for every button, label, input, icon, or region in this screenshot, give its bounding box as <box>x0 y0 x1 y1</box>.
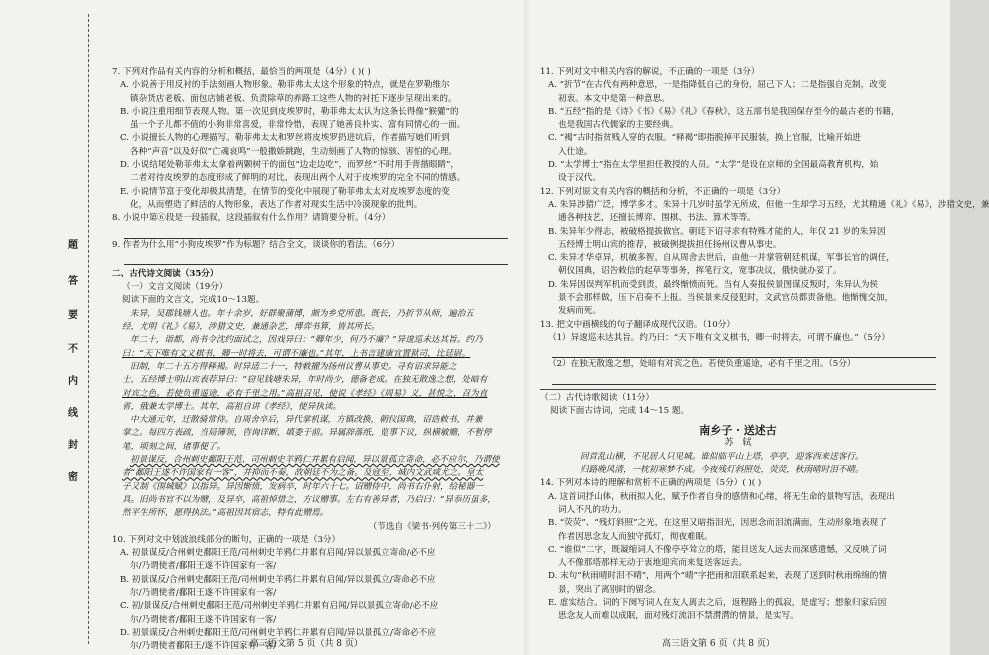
q12-option-line: 通各种技艺，还擅长博弈、围棋、书法、算术等等。 <box>558 213 756 224</box>
q10-option-d-cont: 尔/乃谓使者鄱阳王/遂不许国家有一客/ <box>130 641 277 652</box>
q14-option-line: C. “谁似”二字，既凝缩词人不像亭亭耸立的塔，能目送友人远去而深感遗憾，又反映了词 <box>548 544 887 555</box>
q12-option-line: C. 朱异才华卓异，机敏多智。自从周舍去世后，由他一并掌管朝廷机谋，军事长官的调任， <box>548 253 895 264</box>
margin-char: 不 <box>68 344 78 355</box>
passage-line: 笔，顷刻之间，诸事便了。 <box>122 441 226 452</box>
answer-line[interactable] <box>552 372 936 385</box>
question-9: 9. 作者为什么用“小狗皮埃罗”作为标题？结合全文，谈谈你的看法。（6分） <box>112 239 400 250</box>
margin-char: 封 <box>68 440 78 451</box>
q7-option-line: E. 小说情节富于变化却极其清楚，在情节的变化中展现了勒菲弗太太对皮埃罗态度的变 <box>120 186 450 197</box>
passage-line: 然平生所怀，愿得执法。”高祖因其宿志，特有此赠焉。 <box>122 508 329 519</box>
q7-option-line: D. 小说结尾处勒菲弗太太拿着两颗树干的面包“边走边吃”，而罗丝“不时用手背揩眼睛”， <box>120 160 459 171</box>
q10-option-c-cont: 尔/乃谓使者/鄱阳王遂不许国家有一客/ <box>130 614 277 625</box>
page-5-column <box>112 66 508 653</box>
margin-char: 线 <box>68 408 78 419</box>
q10-option-c: C. 初/景谋反/合州刺史鄱阳王范/司州刺史羊鸦仁并累有启闻/异以景孤立寄命/必不应 <box>120 601 439 612</box>
passage-intro: 阅读下面的文言文，完成10～13题。 <box>122 295 265 306</box>
passage-line: 省，俄兼太学博士。其年，高祖自讲《孝经》，使异执读。 <box>122 401 342 412</box>
q13-item-2: （2）在独无散逸之想，处暗有对宾之色。若使负重遥途，必有千里之用。（5分） <box>548 359 856 370</box>
passage-line-wavy: 初景谋反，合州刺史鄱阳王范、司州刺史羊鸦仁并累有启闻，异以景孤立寄命，必不应尔，乃谓使 <box>130 455 500 466</box>
passage-line: 子又制《围城赋》以指异。异因惭愤，发病卒，时年六十七。诏赠侍中，尚书右仆射，给秘器一 <box>122 481 483 492</box>
q7-option-line: C. 小说擅长人物的心理描写。勒菲弗太太和罗丝将皮埃罗扔进坑后，作者描写她们听到 <box>120 133 450 144</box>
section-divider <box>540 389 936 390</box>
passage-line: 朱异，吴郡钱塘人也。年十余岁，好群聚蒲博，颇为乡党所患。既长，乃折节从师，遍治五 <box>130 308 474 319</box>
question-11: 11. 下列对文中相关内容的解说，不正确的一项是（3分） <box>540 67 760 77</box>
margin-char: 密 <box>68 472 78 483</box>
q7-option-line: 镇杂货店老板、面包店铺老板、负责除草的养路工这些人物的衬托下逐步呈现出来的。 <box>130 93 457 104</box>
q14-option-line: A. 这首词抒山体，秋雨拟人化，赋予作者自身的感情和心绪，将无生命的景物写活，表现出 <box>548 491 895 502</box>
passage-line: 对宾之色。若使负重遥途，必有千里之用。”高祖召见，使说《孝经》《周易》义，甚悦之，召为直 <box>122 388 488 399</box>
margin-char: 内 <box>68 376 78 387</box>
q12-option-line: D. 朱异因误判军机而受到责，最终惭愤而死。当有人奏报侯景图谋反叛时，朱异认为侯 <box>548 279 879 290</box>
q12-option-line: 朝仪国典，诏告敕信的起草等事务，挥笔行文，宽事决议，俄快就办妥了。 <box>558 266 842 277</box>
passage-line: 具。旧尚书官不以为赠，及异卒，高祖悼惜之，方议赠事。左右有善异者，乃启曰：“异忝历虽多， <box>122 494 496 505</box>
q7-option-line: A. 小说善于用反衬的手法刻画人物形象。勒菲弗太太这个形象的特点，就是在罗勒维尔 <box>120 80 450 91</box>
q11-option-line: C. “褐”古时指贫贱人穿的衣服。“释褐”即指脱掉平民服装，换上官服，比喻开始进 <box>548 133 861 144</box>
question-13: 13. 把文中画横线的句子翻译成现代汉语。（10分） <box>540 319 735 330</box>
q10-option-a: A. 初景谋反/合州刺史鄱阳王范/司州刺史羊鸦仁并累有启闻/异以景孤立寄命/必不应 <box>120 548 436 559</box>
q10-option-b: B. 初景谋反/合州刺史鄱阳王范/司州刺史羊鸦仁并累有启闻/异以景孤立/寄命必不应 <box>120 574 436 585</box>
question-14: 14. 下列对本诗的理解和赏析不正确的两项是（5分）( )( ) <box>540 478 762 489</box>
q14-option-line: E. 虚实结合。词的下阕写词人在友人离去之后，返程路上的孤寂，是虚写；想象归家后因 <box>548 597 887 608</box>
q12-option-line: B. 朱异年少得志，被破格提拔做官。朝廷下诏寻求有特殊才能的人，年仅 21 岁的朱异因 <box>548 226 886 237</box>
margin-char: 要 <box>68 310 78 321</box>
q11-option-line: B. “五经”指的是《诗》《书》《易》《礼》《春秋》，这五部书是我国保存至今的最古老的书籍， <box>548 106 900 117</box>
page-6-column <box>540 66 989 624</box>
question-7: 7. 下列对作品有关内容的分析和概括，最恰当的两项是（4分）( )( ) <box>112 67 371 77</box>
page-fold-shadow <box>524 0 530 655</box>
q7-option-line: 各种“声音”以及好似“亡魂哀鸣”一般撒娇跳跑，生动刻画了人物的惊骇、害怕的心理。 <box>130 146 457 157</box>
section-2-heading: 二、古代诗文阅读（35分） <box>112 268 219 279</box>
q14-option-line: 人不像那塔那样无动于衷地迎宾而来复送客远去。 <box>558 558 748 569</box>
answer-line[interactable] <box>552 345 936 358</box>
q11-option-line: 入仕途。 <box>558 146 593 157</box>
passage-line: 经，尤明《礼》《易》，涉猎文史，兼通杂艺，博弈书算，皆其所长。 <box>122 322 380 333</box>
q10-option-b-cont: 尔/乃谓使者/鄱阳王遂不许国家有一客/ <box>130 587 277 598</box>
question-12: 12. 下列对原文有关内容的概括和分析，不正确的一项是（3分） <box>540 186 786 197</box>
poem-intro: 阅读下面古诗词，完成 14～15 题。 <box>550 405 690 416</box>
passage-line: 年二十，诣都，尚书令沈约面试之，因戏异曰：“卿年少，何乃不廉？”异逡巡未达其旨。约乃 <box>130 335 483 346</box>
q10-option-d: D. 初景谋反/合州刺史鄱阳王范/司州刺史羊鸦仁并累有启闻/异以景孤立/寄命必不应 <box>120 627 436 638</box>
passage-line: 曰：“天下唯有文义棋书，卿一时将去，可谓不廉也。”其年，上书言建康宜置狱司，比廷尉。 <box>122 348 471 359</box>
passage-line-wavy: 者“鄱阳王遂不许国家有一客”，并抑而不奏，故朝廷不为之备。及寇至，城内文武咸尤之。皇太 <box>122 468 484 479</box>
poem-line: 回首乱山横，不见居人只见城。谁似临平山上塔，亭亭，迎客西来送客行。 <box>580 451 864 462</box>
q7-option-line: 二者对待皮埃罗的态度形成了鲜明的对比，表现出两个人对于皮埃罗的完全不同的情感。 <box>130 173 466 184</box>
q7-option-line: 虽一个子儿都不值的小狗非常喜爱，非常怜惜，表现了她善良朴实、富有同情心的一面。 <box>130 120 466 131</box>
binding-dashed-line <box>88 14 89 644</box>
passage-line: 掌之。每四方表疏，当局簿领，咨询详断，填委于前。异属辞落纸，览事下议，纵横敏赡，不暂停 <box>122 428 492 439</box>
answer-line[interactable] <box>124 226 508 239</box>
q14-option-line: D. 末句“秋雨晴时泪不晴”，用两个“晴”字把雨和泪联系起来，表现了送到时秋雨绵绵的情 <box>548 571 887 582</box>
q13-item-1: （1）异逡巡未达其旨。约乃曰：“天下唯有文义棋书，卿一时将去，可谓不廉也。”（5分） <box>548 332 890 343</box>
q14-option-line: 作者因思念友人而独守孤灯，彻夜难眠。 <box>558 531 713 542</box>
q14-option-line: 景，突出了离别时的留念。 <box>558 584 662 595</box>
q7-option-line: 化，从而塑造了鲜活的人物形象，表达了作者对现实生活中冷漠现象的批判。 <box>130 199 423 210</box>
question-8: 8. 小说中第⑥段是一段插叙，这段插叙有什么作用？请简要分析。（4分） <box>112 213 391 224</box>
poem-line: 归路晚风清，一枕初寒梦不成。今夜残灯斜照处，荧荧，秋雨晴时泪不晴。 <box>580 465 864 476</box>
q12-option-line: A. 朱异涉猎广泛，博学多才。朱异十几岁时虽学无所成，但他一生却学习五经，尤其精通《礼》《易》，涉猎文史，兼 <box>548 199 989 210</box>
question-10: 10. 下列对文中划波浪线部分的断句，正确的一项是（3分） <box>112 534 341 545</box>
page-6-footer: 高三语文第 6 页（共 8 页） <box>662 639 775 649</box>
poem-title: 南乡子 · 送述古 <box>699 424 777 438</box>
margin-char: 答 <box>68 276 78 287</box>
q12-option-line: 发病而死。 <box>558 306 601 317</box>
q11-option-line: A. “折节”在古代有两种意思，一是指降低自己的身份，屈己下人；二是指强自克制，改变 <box>548 80 887 91</box>
q12-option-line: 五经博士明山宾的推荐，被破例提拔担任扬州议曹从事史。 <box>558 239 782 250</box>
q12-option-line: 景不会那样做，压下启奏不上报。当侯景来反侵犯时，文武官员都责备他。他惭愧交加， <box>558 293 894 304</box>
q10-option-a-cont: 尔/乃谓使者/鄱阳王遂不许国家有一客/ <box>130 561 277 572</box>
page-5-footer: 高三语文第 5 页（共 8 页） <box>250 639 363 649</box>
section-2a-heading: （一）文言文阅读（19分） <box>122 282 228 293</box>
margin-char: 题 <box>68 240 78 251</box>
q11-option-line: 设于汉代。 <box>558 173 601 184</box>
q11-option-line: D. “太学博士”指在太学里担任教授的人员。“太学”是设在京师的全国最高教育机构，始 <box>548 160 879 171</box>
passage-line: 中大通元年，迁散骑常侍。自周舍卒后，异代掌机谋，方镇改换，朝仪国典，诏诰敕书，并兼 <box>130 415 483 426</box>
q14-option-line: 思念友人而难以成眠，面对残灯流泪不禁潸潸的情景，是实写。 <box>558 611 799 622</box>
q7-option-line: B. 小说注重用细节表现人物。第一次见到皮埃罗时，勒菲弗太太认为这条长得像“猴獾”的 <box>120 106 459 117</box>
q14-option-line: 词人不凡的功力。 <box>558 504 627 515</box>
section-2b-heading: （二）古代诗歌阅读（11分） <box>540 392 655 403</box>
passage-source: （节选自《梁书·列传第三十二》） <box>368 521 496 532</box>
passage-line: 旧制，年二十五方得释褐。时异适二十一，特敕擢为扬州议曹从事史。寻有诏求异能之 <box>130 361 457 372</box>
q14-option-line: B. “荧荧”、“残灯斜照”之光，在这里又暗指泪光，因思念而泪流满面，生动形象地表现了 <box>548 518 887 529</box>
poem-author: 苏 轼 <box>724 438 752 449</box>
binding-margin <box>0 0 95 655</box>
q11-option-line: 也是我国古代儒家的主要经典。 <box>558 120 679 131</box>
passage-line: 士，五经博士明山宾表荐异曰：“窃见钱塘朱异，年时尚少，德备老成。在独无散逸之想，处暗有 <box>122 375 488 386</box>
answer-line[interactable] <box>124 252 508 265</box>
q11-option-line: 初衷。本文中是第一种意思。 <box>558 93 670 104</box>
